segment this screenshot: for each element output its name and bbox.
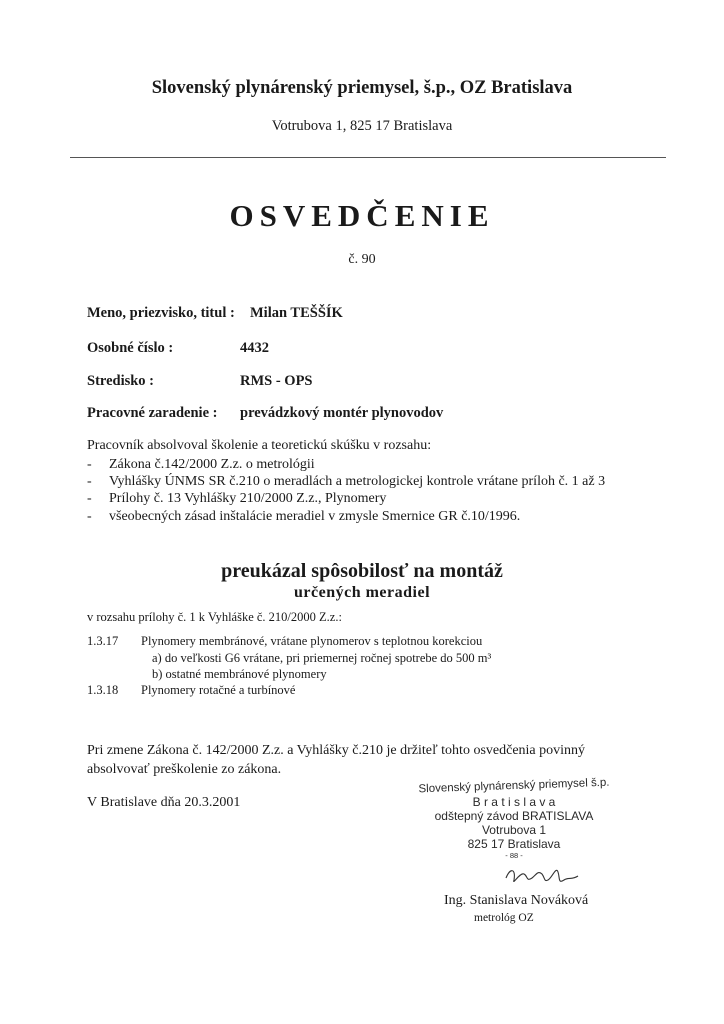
item-subtext: a) do veľkosti G6 vrátane, pri priemernej ročnej spotrebe do 500 m³ bbox=[152, 651, 492, 665]
note-line-2: absolvovať preškolenie zo zákona. bbox=[87, 762, 282, 777]
stamp-line: odštepný závod BRATISLAVA bbox=[434, 809, 594, 823]
signatory-name: Ing. Stanislava Nováková bbox=[444, 893, 589, 908]
training-item-text: Zákona č.142/2000 Z.z. o metrológii bbox=[109, 457, 315, 472]
field-label-center: Stredisko : bbox=[87, 373, 155, 389]
stamp-line: B r a t i s l a v a bbox=[472, 795, 556, 809]
training-item: - Prílohy č. 13 Vyhlášky 210/2000 Z.z., Plynomery bbox=[87, 491, 387, 506]
item-text: Plynomery rotačné a turbínové bbox=[141, 683, 296, 697]
stamp-line: 825 17 Bratislava bbox=[467, 837, 561, 851]
training-item-text: Prílohy č. 13 Vyhlášky 210/2000 Z.z., Plynomery bbox=[109, 491, 387, 506]
stamp-line: Slovenský plynárenský priemysel š.p. bbox=[418, 776, 610, 796]
field-label-position: Pracovné zaradenie : bbox=[87, 405, 218, 421]
competence-subheading: určených meradiel bbox=[293, 584, 431, 601]
organization-address: Votrubova 1, 825 17 Bratislava bbox=[271, 118, 453, 134]
field-label-personal-number: Osobné číslo : bbox=[87, 340, 174, 356]
signatory-role: metrológ OZ bbox=[474, 912, 534, 924]
place-date: V Bratislave dňa 20.3.2001 bbox=[87, 795, 241, 810]
field-value-center: RMS - OPS bbox=[240, 373, 313, 389]
field-value-personal-number: 4432 bbox=[240, 340, 269, 356]
item-code: 1.3.18 bbox=[87, 683, 119, 697]
handwritten-signature bbox=[500, 860, 590, 890]
field-value-name: Milan TEŠŠÍK bbox=[250, 305, 343, 321]
training-item: - Vyhlášky ÚNMS SR č.210 o meradlách a metrologickej kontrole vrátane príloh č. 1 až 3 bbox=[87, 474, 606, 489]
field-label-name: Meno, priezvisko, titul : bbox=[87, 305, 235, 321]
training-intro: Pracovník absolvoval školenie a teoretickú skúšku v rozsahu: bbox=[87, 438, 432, 453]
competence-scope: v rozsahu prílohy č. 1 k Vyhláške č. 210/2000 Z.z.: bbox=[87, 610, 342, 624]
stamp-line: - 88 - bbox=[505, 851, 523, 860]
field-value-position: prevádzkový montér plynovodov bbox=[240, 405, 444, 421]
training-item: - Zákona č.142/2000 Z.z. o metrológii bbox=[87, 457, 315, 472]
training-item-text: Vyhlášky ÚNMS SR č.210 o meradlách a metrologickej kontrole vrátane príloh č. 1 až 3 bbox=[109, 474, 606, 489]
item-code: 1.3.17 bbox=[87, 634, 119, 648]
training-item: - všeobecných zásad inštalácie meradiel v zmysle Smernice GR č.10/1996. bbox=[87, 509, 521, 524]
header-divider bbox=[70, 157, 666, 158]
training-item-text: všeobecných zásad inštalácie meradiel v zmysle Smernice GR č.10/1996. bbox=[109, 509, 521, 524]
competence-heading: preukázal spôsobilosť na montáž bbox=[221, 560, 503, 582]
certificate-number: č. 90 bbox=[348, 252, 376, 267]
item-text: Plynomery membránové, vrátane plynomerov s teplotnou korekciou bbox=[141, 634, 483, 648]
item-subtext: b) ostatné membránové plynomery bbox=[152, 667, 327, 681]
stamp-line: Votrubova 1 bbox=[481, 823, 547, 837]
organization-name: Slovenský plynárenský priemysel, š.p., OZ Bratislava bbox=[151, 78, 573, 98]
note-line-1: Pri zmene Zákona č. 142/2000 Z.z. a Vyhlášky č.210 je držiteľ tohto osvedčenia povinný bbox=[87, 743, 586, 758]
certificate-title: OSVEDČENIE bbox=[229, 198, 495, 233]
